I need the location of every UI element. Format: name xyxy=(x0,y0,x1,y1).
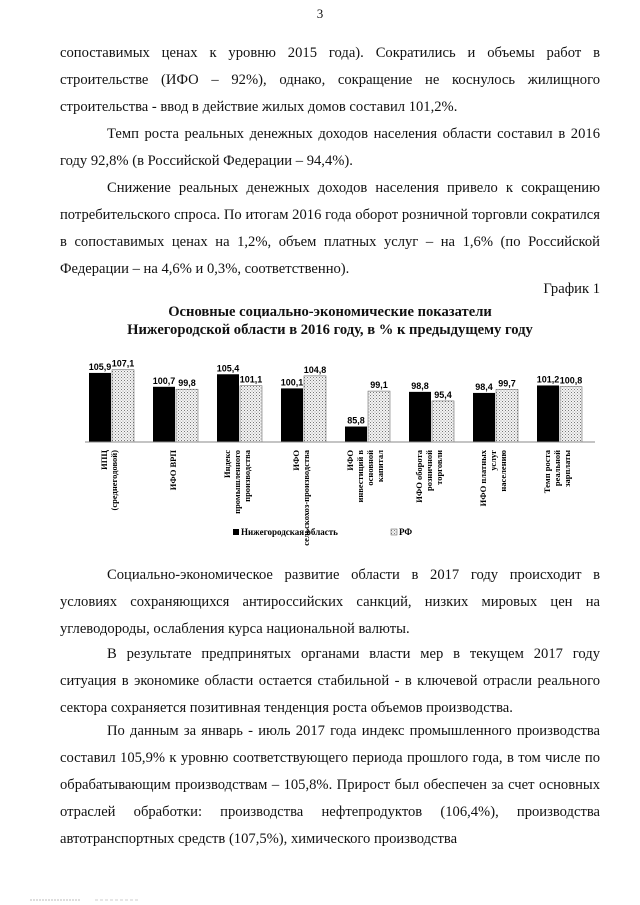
paragraph-6: По данным за январь - июль 2017 года индекс промышленного производства составил 105,9% к уровню соответствующего периода прошлого года, в том числе по обрабатывающим производствам – 105,8%. Прирост был обеспечен за счет основных отраслей обработки: производства нефтепродуктов (106,4%), производства автотранспортных средств (107,5%), химического производства xyxy=(60,723,600,847)
bar-value-label: 107,1 xyxy=(111,358,135,369)
bar-rf xyxy=(560,387,582,442)
bar-nizhny-novgorod xyxy=(281,388,303,442)
bar-nizhny-novgorod xyxy=(473,393,495,442)
paragraph-5: В результате предпринятых органами власти мер в текущем 2017 году ситуация в экономике области остается стабильной - в ключевой отрасли реального сектора сохраняется позитивная тенденция роста объемов производства. xyxy=(60,646,600,716)
paragraph-4: Социально-экономическое развитие области в 2017 году происходит в условиях сохраняющихся антироссийских санкций, низких мировых цен на углеводороды, ослабления курса национальной валюты. xyxy=(60,567,600,637)
bar-rf xyxy=(304,376,326,442)
chart-title xyxy=(60,303,600,339)
legend-swatch-nizhny-novgorod xyxy=(233,529,239,535)
bar-rf xyxy=(432,401,454,442)
bar-value-label: 99,7 xyxy=(498,378,516,389)
chart-title-line-2: Нижегородской области в 2016 году, в % к предыдущему году xyxy=(127,322,533,338)
category-label: ИПЦ(среднегодовой) xyxy=(99,450,119,511)
bar-nizhny-novgorod xyxy=(537,385,559,442)
bar-value-label: 99,1 xyxy=(370,380,388,391)
bar-value-label: 85,8 xyxy=(347,415,365,426)
bar-value-label: 105,4 xyxy=(216,363,240,374)
bar-rf xyxy=(368,391,390,442)
bar-chart xyxy=(85,350,605,550)
bar-nizhny-novgorod xyxy=(345,427,367,442)
legend-label-rf: РФ xyxy=(399,527,413,537)
scan-edge-marks xyxy=(0,895,640,905)
bar-rf xyxy=(240,386,262,442)
bar-value-label: 104,8 xyxy=(303,364,327,375)
chart-label: График 1 xyxy=(543,281,600,297)
bar-value-label: 100,8 xyxy=(559,375,583,386)
bar-nizhny-novgorod xyxy=(153,387,175,442)
category-label: ИФОсельскохоз-производства xyxy=(291,450,311,546)
category-label: ИФО платныхуслугнаселению xyxy=(478,450,508,507)
paragraph-2: Темп роста реальных денежных доходов населения области составил в 2016 году 92,8% (в Российской Федерации – 94,4%). xyxy=(60,126,600,169)
bar-value-label: 105,9 xyxy=(88,361,112,372)
category-label: ИФО оборотарозничнойторговли xyxy=(414,450,444,503)
bar-value-label: 98,8 xyxy=(411,380,429,391)
paragraph-3: Снижение реальных денежных доходов населения привело к сокращению потребительского спроса. По итогам 2016 года оборот розничной торговли сократился в сопоставимых ценах на 1,2%, объем платных услуг – на 1,6% (по Российской Федерации – на 4,6% и 0,3%, соответственно). xyxy=(60,180,600,277)
category-label: Темп ростареальнойзарплаты xyxy=(542,450,572,494)
bar-nizhny-novgorod xyxy=(89,373,111,442)
category-label: ИФОинвестиций восновнойкапитал xyxy=(345,450,385,503)
chart-title-line-1: Основные социально-экономические показатели xyxy=(168,304,492,320)
page-number: 3 xyxy=(316,6,324,21)
bar-value-label: 101,2 xyxy=(536,374,560,385)
bar-value-label: 99,8 xyxy=(178,378,196,389)
paragraph-1: сопоставимых ценах к уровню 2015 года). Сократились и объемы работ в строительстве (ИФО – 92%), однако, сокращение не коснулось жилищного строительства - ввод в действие жилых домов составил 101,2%. xyxy=(60,45,600,115)
bar-nizhny-novgorod xyxy=(217,374,239,442)
bar-value-label: 95,4 xyxy=(434,389,452,400)
bar-rf xyxy=(176,389,198,442)
bar-nizhny-novgorod xyxy=(409,392,431,442)
bar-value-label: 101,1 xyxy=(239,374,263,385)
bar-value-label: 100,7 xyxy=(152,375,176,386)
legend-label-nizhny-novgorod: Нижегородская область xyxy=(241,527,338,537)
legend-swatch-rf xyxy=(391,529,397,535)
bar-value-label: 98,4 xyxy=(475,381,493,392)
bar-value-label: 100,1 xyxy=(280,377,304,388)
category-label: ИФО ВРП xyxy=(168,450,178,491)
category-label: Индекспромышленногопроизводства xyxy=(222,450,252,514)
bar-rf xyxy=(112,370,134,442)
bar-rf xyxy=(496,389,518,442)
